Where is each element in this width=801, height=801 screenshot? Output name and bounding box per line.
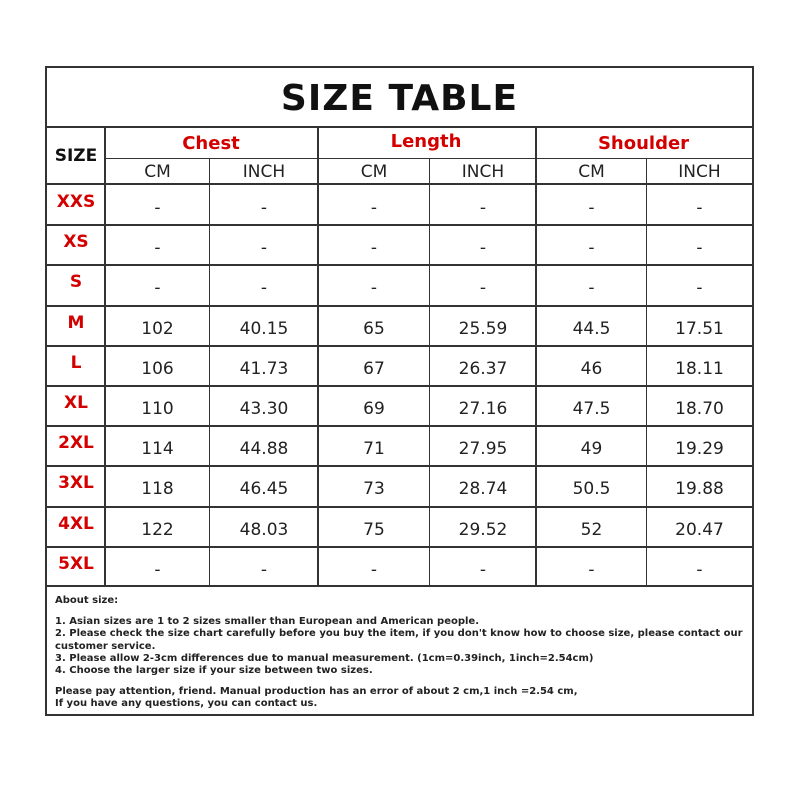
unit-header: CM [578,161,605,182]
table-cell: 47.5 [572,399,611,419]
table-cell: 44.88 [239,439,289,459]
note-item: 1. Asian sizes are 1 to 2 sizes smaller than European and American people. [55,616,480,628]
table-cell: 44.5 [572,319,611,339]
table-cell: - [696,560,703,580]
notes-heading: About size: [55,595,119,606]
table-cell: 20.47 [675,520,724,540]
table-cell: 43.30 [239,399,289,419]
table-cell: 27.16 [458,399,508,419]
notes-footer: Please pay attention, friend. Manual production has an error of about 2 cm,1 inch =2.54 cm, [55,686,578,698]
length-group-header: Length [390,130,462,152]
size-column-header: SIZE [54,145,98,166]
table-title: SIZE TABLE [280,77,519,119]
table-cell: - [696,238,703,258]
table-cell: - [370,278,378,298]
table-cell: - [588,560,595,580]
divider [429,158,430,586]
table-cell: 71 [363,439,385,459]
table-cell: - [154,560,161,580]
size-label: M [67,313,85,333]
table-cell: 41.73 [239,359,289,379]
table-cell: - [154,238,161,258]
shoulder-group-header: Shoulder [597,132,690,154]
table-cell: 19.29 [675,439,724,459]
table-cell: - [154,198,161,218]
table-cell: 67 [363,359,385,379]
table-cell: - [479,198,487,218]
table-cell: 25.59 [458,319,508,339]
table-cell: - [154,278,161,298]
table-cell: 50.5 [572,479,611,499]
table-cell: - [588,238,595,258]
table-cell: 46 [580,359,603,379]
table-cell: 118 [141,479,174,499]
table-cell: 106 [141,359,174,379]
table-cell: - [370,560,378,580]
table-cell: - [260,278,268,298]
table-cell: - [260,198,268,218]
table-cell: 18.70 [675,399,724,419]
chest-group-header: Chest [182,132,240,154]
divider [317,126,319,586]
divider [646,158,647,586]
table-cell: 19.88 [675,479,724,499]
note-item: 3. Please allow 2-3cm differences due to manual measurement. (1cm=0.39inch, 1inch=2.54cm) [55,652,594,664]
size-label: 5XL [58,554,94,574]
table-cell: - [588,278,595,298]
table-cell: 48.03 [239,520,289,540]
table-cell: 46.45 [239,479,289,499]
size-label: XS [63,232,89,252]
table-cell: 65 [363,319,385,339]
unit-header: CM [360,161,388,182]
divider [535,126,537,586]
table-cell: 49 [580,439,603,459]
table-cell: 102 [141,319,174,339]
unit-header: CM [144,161,171,182]
table-cell: 18.11 [675,359,724,379]
unit-header: INCH [461,161,505,182]
unit-header: INCH [678,161,721,182]
table-cell: - [260,238,268,258]
table-cell: - [696,278,703,298]
note-item: 2. Please check the size chart carefully before you buy the item, if you don't know how to choose size, please contact our customer service. [55,628,746,652]
table-cell: 28.74 [458,479,508,499]
size-label: L [70,353,82,373]
table-cell: - [479,238,487,258]
table-cell: 73 [363,479,385,499]
size-notes [55,595,745,711]
size-label: 3XL [58,473,94,493]
table-cell: - [479,278,487,298]
size-label: XXS [56,192,96,212]
divider [209,158,210,586]
table-cell: - [370,198,378,218]
table-cell: 69 [363,399,385,419]
table-cell: - [370,238,378,258]
table-cell: - [696,198,703,218]
notes-footer: If you have any questions, you can contact us. [55,698,318,710]
table-cell: 27.95 [458,439,508,459]
table-cell: - [588,198,595,218]
note-item: 4. Choose the larger size if your size between two sizes. [55,665,373,677]
divider [104,126,106,586]
unit-header: INCH [242,161,286,182]
table-cell: 29.52 [458,520,508,540]
table-cell: 52 [580,520,603,540]
table-cell: 114 [141,439,174,459]
table-cell: - [260,560,268,580]
table-cell: 122 [141,520,174,540]
size-label: S [69,272,83,292]
table-cell: 17.51 [675,319,724,339]
table-cell: 75 [363,520,385,540]
table-cell: 26.37 [458,359,508,379]
size-label: 2XL [58,433,94,453]
size-label: XL [64,393,88,413]
table-cell: 40.15 [239,319,289,339]
table-cell: 110 [141,399,174,419]
size-label: 4XL [58,514,94,534]
size-table [45,66,754,716]
divider [47,585,752,587]
table-cell: - [479,560,487,580]
